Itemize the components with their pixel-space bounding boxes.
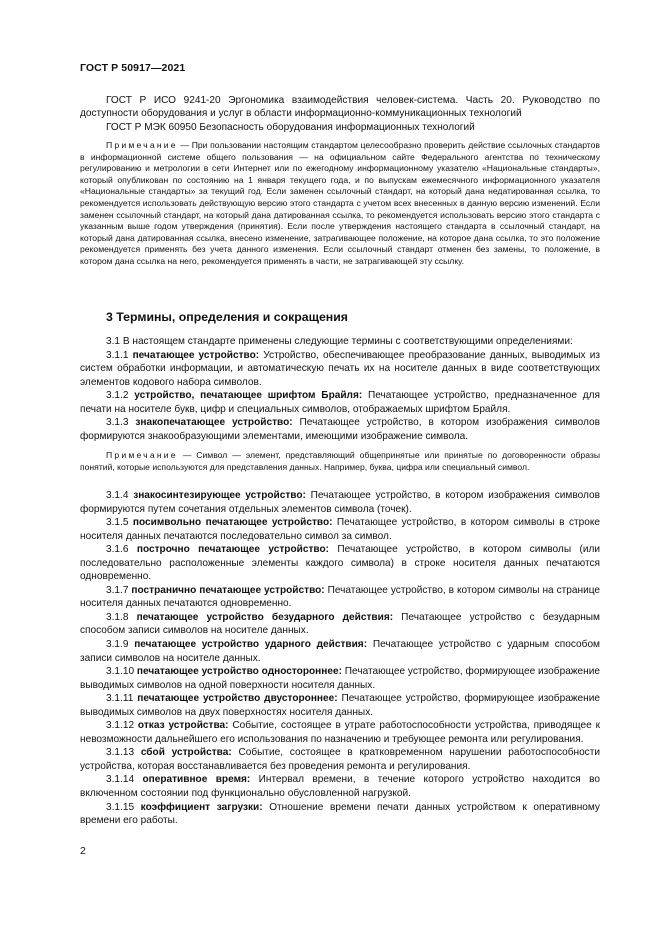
term-definition: 3.1.9 печатающее устройство ударного действия: Печатающее устройство с ударным способом записи символов на носителе данных.: [80, 639, 600, 664]
term-definition: 3.1.12 отказ устройства: Событие, состоящее в утрате работоспособности устройства, приводящее к невозможности дальнейшего его использования по назначению и требующее ремонта или регулирования.: [80, 720, 600, 745]
term-definition: 3.1.2 устройство, печатающее шрифтом Брайля: Печатающее устройство, предназначенное для печати на носителе букв, цифр и специальных символов, отображаемых шрифтом Брайля.: [80, 390, 600, 415]
note-label: Примечание: [106, 450, 178, 460]
terms-block-a: [80, 335, 600, 443]
term-definition: 3.1.6 построчно печатающее устройство: Печатающее устройство, в котором символы (или последовательно расположенные элементы каждого символа) в строке носителя данных печатаются одновременно.: [80, 544, 600, 583]
term-definition: 3.1.8 печатающее устройство безударного действия: Печатающее устройство с безударным способом записи символов на носителе данных.: [80, 611, 600, 637]
normative-references: [80, 94, 600, 134]
normative-ref-item: ГОСТ Р МЭК 60950 Безопасность оборудования информационных технологий: [106, 121, 475, 133]
term-definition: 3.1.11 печатающее устройство двустороннее: Печатающее устройство, формирующее изображение выводимых символов на двух поверхностях носителя данных.: [80, 693, 600, 718]
terms-block-b: [80, 489, 600, 828]
note-referenced-standards: [80, 140, 600, 268]
page-number: 2: [80, 845, 86, 857]
normative-ref-item: ГОСТ Р ИСО 9241-20 Эргономика взаимодействия человек-система. Часть 20. Руководство по доступности оборудования и услуг в области информационно-коммуникационных технологий: [80, 95, 600, 120]
term-definition: 3.1.15 коэффициент загрузки: Отношение времени печати данных устройством к оперативному времени его работы.: [80, 801, 600, 827]
term-definition: 3.1.3 знакопечатающее устройство: Печатающее устройство, в котором изображения символов формируются знакообразующими элементами, имеющими изображение символа.: [80, 417, 600, 442]
term-definition: 3.1.13 сбой устройства: Событие, состоящее в кратковременном нарушении работоспособности устройства, которая восстанавливается без проведения ремонта и регулирования.: [80, 747, 600, 772]
term-definition: 3.1.7 постранично печатающее устройство: Печатающее устройство, в котором символы на странице носителя данных печатаются одновременно.: [80, 584, 600, 610]
term-definition: 3.1.1 печатающее устройство: Устройство, обеспечивающее преобразование данных, выводимых из систем обработки информации, и автоматическую печать их на носителе данных в виде соответствующих элементов кодового набора символов.: [80, 349, 600, 388]
section-title: 3 Термины, определения и сокращения: [106, 310, 348, 324]
term-definition: 3.1.14 оперативное время: Интервал времени, в течение которого устройство находится во включенном состоянии под функционально обусловленной нагрузкой.: [80, 774, 600, 800]
term-definition: 3.1.10 печатающее устройство одностороннее: Печатающее устройство, формирующее изображение выводимых символов на одной поверхности носителя данных.: [80, 666, 601, 691]
note-label: Примечание: [106, 140, 178, 150]
term-definition: 3.1.4 знакосинтезирующее устройство: Печатающее устройство, в котором изображения символов формируются путем сочетания отдельных элементов символа (точек).: [80, 490, 600, 515]
note-symbol: [80, 450, 600, 473]
term-definition: 3.1.5 посимвольно печатающее устройство: Печатающее устройство, в котором символы в строке носителя данных печатаются последовательно символ за символ.: [80, 517, 600, 542]
note-text: — При пользовании настоящим стандартом целесообразно проверить действие ссылочных стандартов в информационной системе общего пользования — на официальном сайте Федерального агентства по техническому регулированию и метрологии в сети Интернет или по ежегодному информационному указателю «Национальные стандарты», который опубликован по состоянию на 1 января текущего года, и по выпускам ежемесячного информационного указателя «Национальные стандарты» за текущий год. Если заменен ссылочный стандарт, на который дана недатированная ссылка, то рекомендуется использовать действующую версию этого стандарта с учетом всех внесенных в данную версию изменений. Если заменен ссылочный стандарт, на который дана датированная ссылка, то рекомендуется использовать версию этого стандарта с указанным выше годом утверждения (принятия). Если после утверждения настоящего стандарта в ссылочный стандарт, на который дана датированная ссылка, внесено изменение, затрагивающее положение, на которое дана ссылка, то это положение рекомендуется применять без учета данного изменения. Если ссылочный стандарт отменен без замены, то положение, в котором дана ссылка на него, рекомендуется применять в части, не затрагивающей эту ссылку.: [80, 140, 600, 266]
standard-code-header: ГОСТ Р 50917—2021: [80, 62, 186, 74]
terms-intro: 3.1 В настоящем стандарте применены следующие термины с соответствующими определениями:: [106, 336, 573, 347]
note-text: — Символ — элемент, представляющий общепринятые или принятые по договоренности образы понятий, которые используются для представления данных. Например, буква, цифра или специальный символ.: [80, 450, 600, 472]
